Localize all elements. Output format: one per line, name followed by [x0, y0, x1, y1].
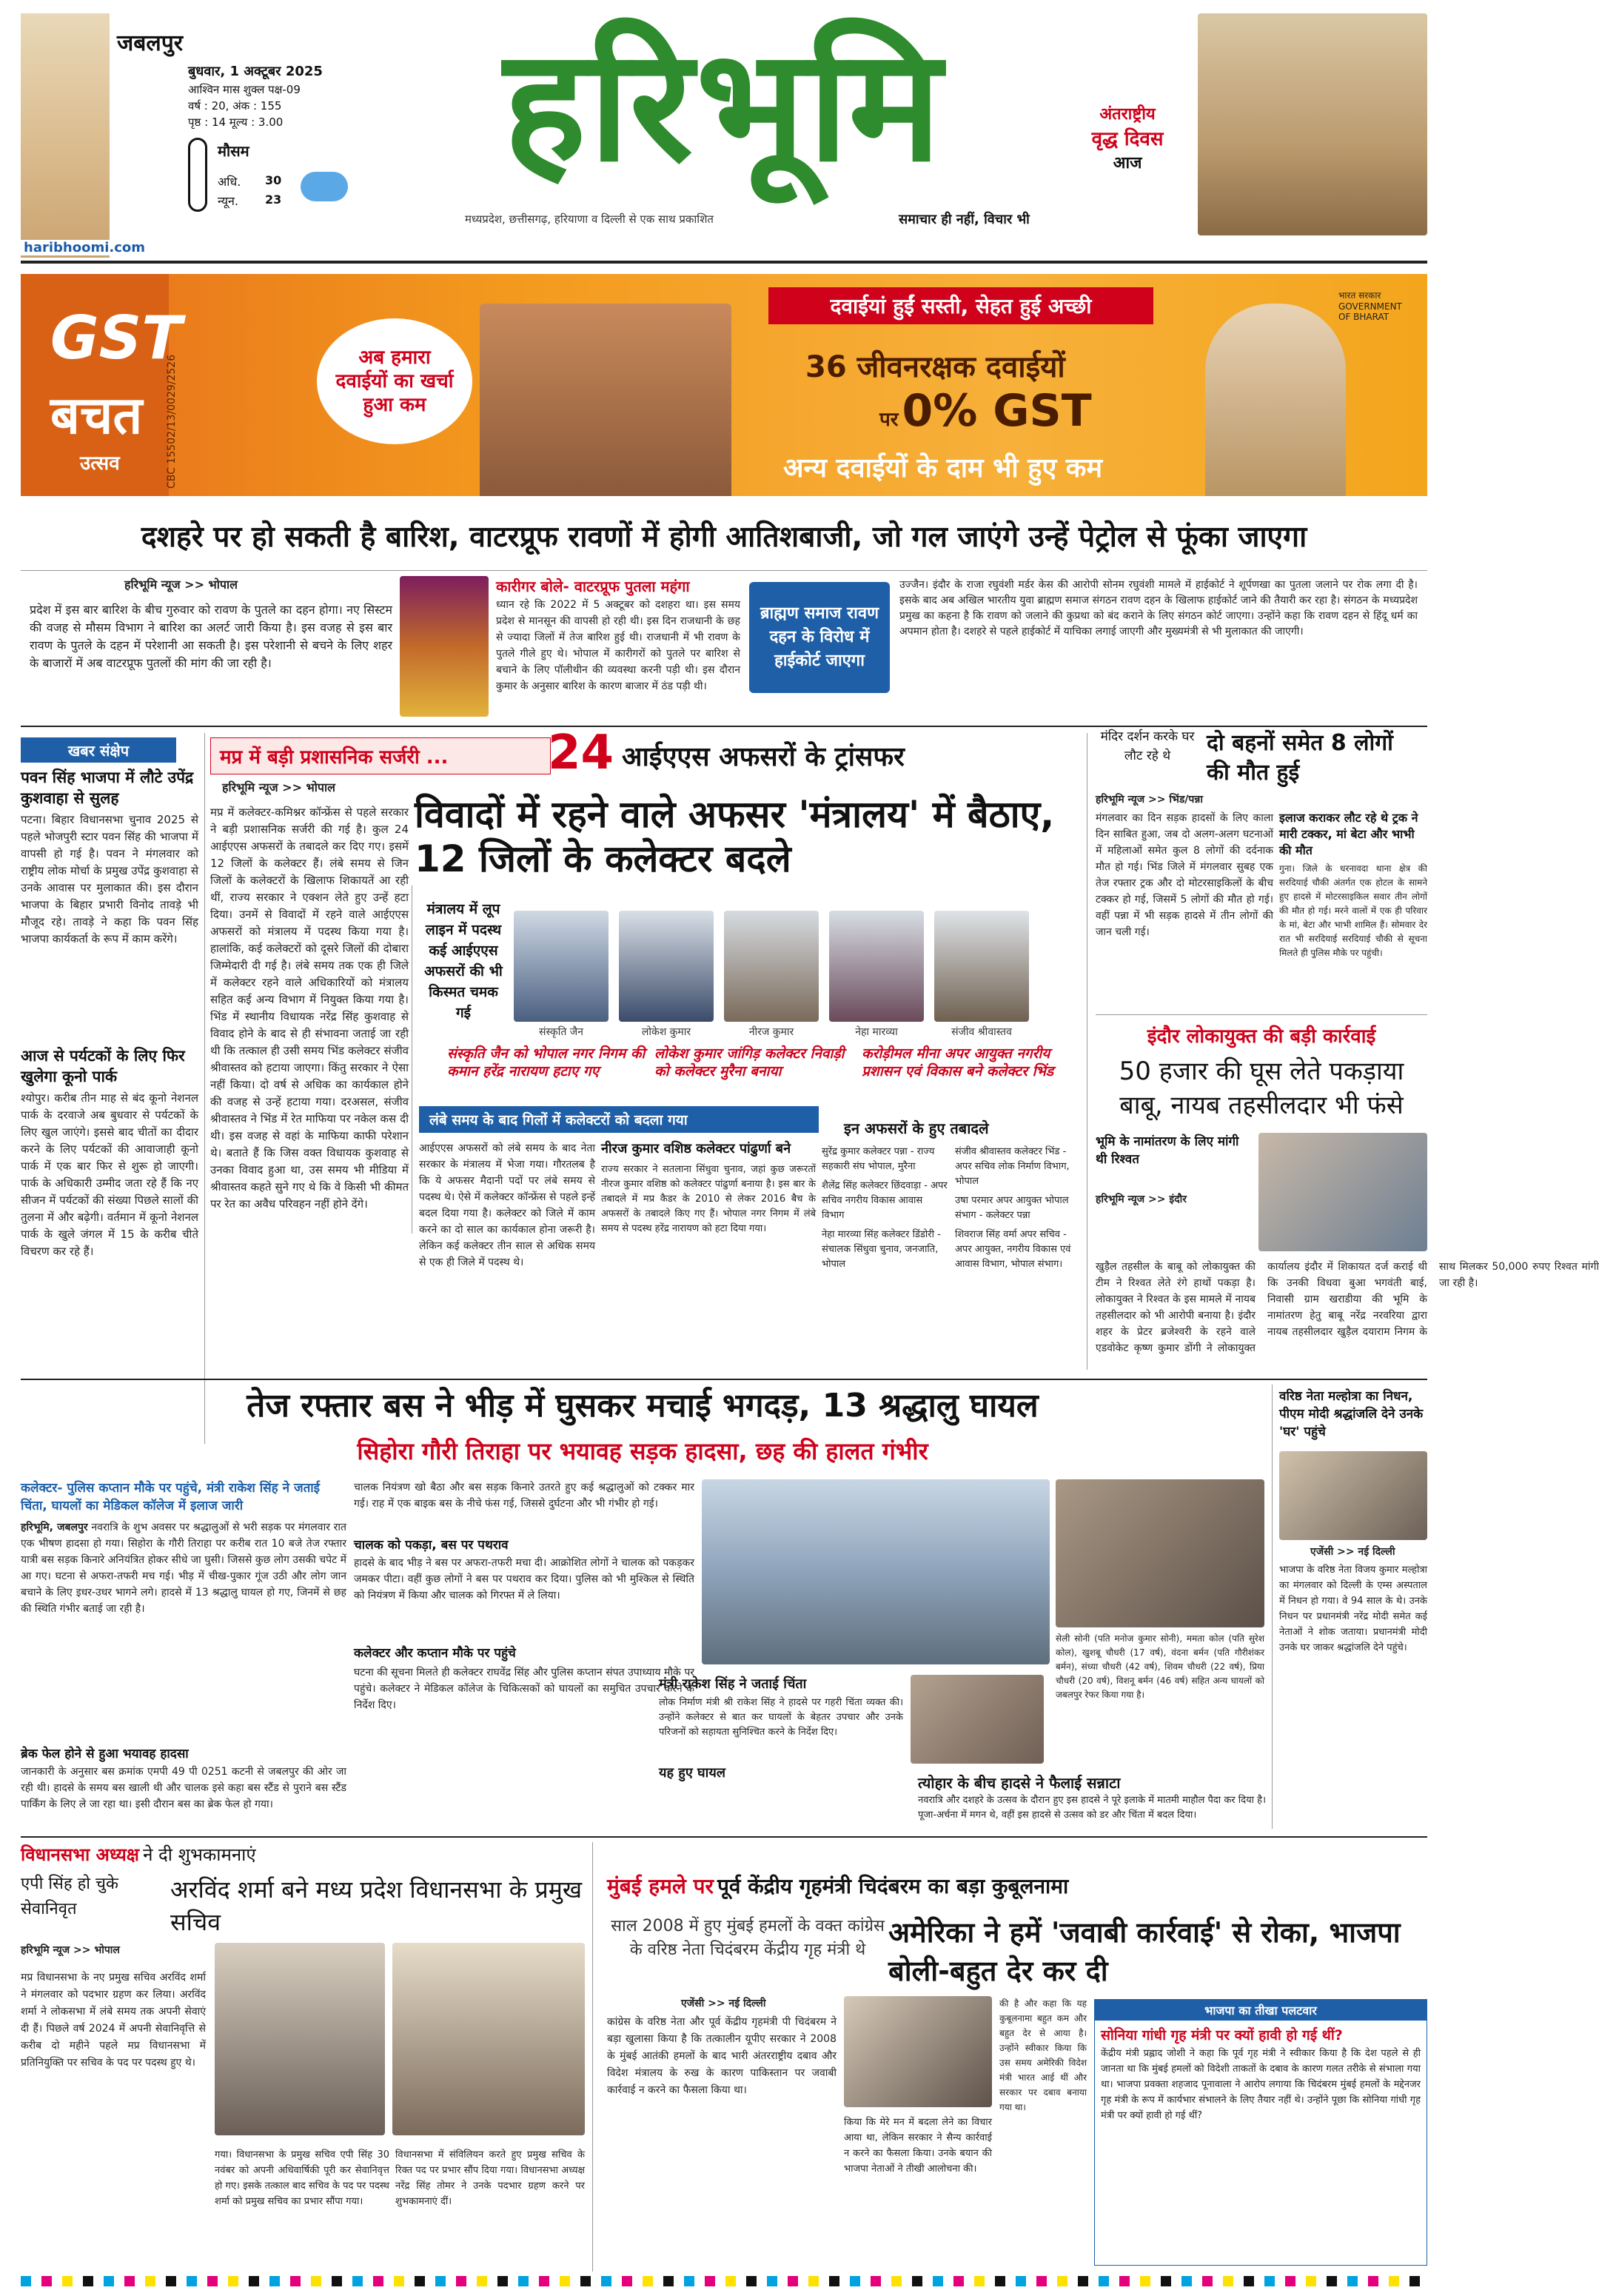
- gst-advertisement[interactable]: [21, 274, 1427, 496]
- column-rule: [1272, 1385, 1273, 1829]
- brief-2-text: श्योपुर। करीब तीन माह से बंद कूनो नेशनल पार्क के दरवाजे अब बुधवार से पर्यटकों के लिए खुल जाएंगे। इससे बाद चीतों का दीदार करने के लिए पर्यटकों की आवाजाही कूनो पार्क में एक बार फिर से शुरू हो जाएगी। पार्क के अधिकारी उम्मीद जता रहे हैं कि नए सीजन में पर्यटकों की संख्या पिछले सालों की तुलना में और बढ़ेगी। वर्तमान में कूनो नेशनल पार्क के खुले जंगल में 15 के करीब चीते विचरण कर रहे हैं।: [21, 1091, 198, 1258]
- bus-text8: नवरात्रि और दशहरे के उत्सव के दौरान हुए इस हादसे ने पूरे इलाके में मातमी माहौल पैदा कर दिया है। पूजा-अर्चना में मगन थे, वहीं इस हादसे से उत्सव को डर और चिंता में बदल दिया।: [918, 1795, 1266, 1821]
- transfer-list-b-item: संजीव श्रीवास्तव कलेक्टर भिंड - अपर सचिव लोक निर्माण विभाग, भोपाल: [955, 1146, 1070, 1187]
- lead-byline: हरिभूमि न्यूज >> भोपाल: [124, 578, 238, 592]
- arvind-photo-1: [215, 1943, 385, 2135]
- chidambaram-kicker2: पूर्व केंद्रीय गृहमंत्री चिदंबरम का बड़ा कुबूलनामा: [717, 1874, 1069, 1898]
- ias-kicker-box: [210, 737, 551, 774]
- artisan-box-title: कारीगर बोले- वाटरप्रूफ पुतला महंगा: [496, 578, 690, 595]
- masthead-dates: [188, 62, 373, 130]
- ad-code: CBC 15502/13/0029/2526: [166, 354, 178, 489]
- sisters-headline: दो बहनों समेत 8 लोगों की मौत हुई: [1207, 730, 1393, 786]
- pages-price: पृष्ठ : 14 मूल्य : 3.00: [188, 116, 284, 129]
- brahmin-box-text: ब्राह्मण समाज रावण दहन के विरोध में हाईकोर्ट जाएगा: [760, 604, 879, 670]
- rule: [21, 1836, 1427, 1838]
- lokayukta-photo: [1258, 1133, 1427, 1251]
- ias-photo-caption-intro: मंत्रालय में लूप लाइन में पदस्थ कई आईएएस अफसरों की भी किस्मत चमक गई: [424, 901, 503, 1021]
- brief-1-text: पटना। बिहार विधानसभा चुनाव 2025 से पहले भोजपुरी स्टार पवन सिंह की भाजपा में वापसी हो गई है। पवन ने मंगलवार को राष्ट्रीय लोक मोर्चा के प्रमुख उपेंद्र कुशवाहा से उनके आवास पर मुलाकात की। इस दौरान भाजपा के बिहार प्रभारी विनोद तावड़े भी मौजूद रहे। तावड़े ने कहा कि पवन सिंह भाजपा कार्यकर्ता के रूप में काम करेंगे।: [21, 813, 198, 945]
- ias-kicker2: आईएएस अफसरों के ट्रांसफर: [622, 742, 905, 772]
- bus-sh5: यह हुए घायल: [659, 1765, 725, 1781]
- ias-kicker: मप्र में बड़ी प्रशासनिक सर्जरी ...: [220, 746, 449, 769]
- gst-bachat: बचत: [50, 385, 143, 446]
- transfer-list-a: [822, 1145, 948, 1272]
- website[interactable]: haribhoomi.com: [21, 240, 148, 255]
- ad-bubble: [317, 318, 472, 444]
- ad-mid-line2-b: 0% GST: [902, 385, 1092, 437]
- elderly-men-photo: [1198, 13, 1427, 235]
- rule: [21, 726, 1427, 727]
- artisan-box: [496, 576, 740, 717]
- bus-sh3: कलेक्टर और कप्तान मौके पर पहुंचे: [354, 1646, 516, 1661]
- rule: [1096, 1014, 1427, 1015]
- chidambaram-text: कांग्रेस के वरिष्ठ नेता और पूर्व केंद्रीय गृहमंत्री पी चिदंबरम ने बड़ा खुलासा किया है कि तत्कालीन यूपीए सरकार ने 2008 के मुंबई आतंकी हमलों के बाद भारी अंतरराष्ट्रीय दबाव और विदेश मंत्रालय के रुख के कारण पाकिस्तान पर जवाबी कार्रवाई न करने का फैसला किया था।: [607, 2016, 837, 2096]
- chidambaram-byline: एजेंसी >> नई दिल्ली: [681, 1998, 766, 2009]
- lokayukta-headline: 50 हजार की घूस लेते पकड़ाया बाबू, नायब तहसीलदार भी फंसे: [1119, 1057, 1404, 1120]
- min-temp: 23: [265, 193, 282, 207]
- transfer-list-b-item: शिवराज सिंह वर्मा अपर सचिव - अपर आयुक्त, नगरीय विकास एवं आवास विभाग, भोपाल संभाग।: [955, 1229, 1071, 1270]
- sisters-box-title: इलाज कराकर लौट रहे थे ट्रक ने मारी टक्कर, मां बेटा और भाभी की मौत: [1279, 811, 1418, 857]
- lokayukta-text: खुड़ैल तहसील के बाबू को लोकायुक्त की टीम ने रिश्वत लेते रंगे हाथों पकड़ा है। लोकायुक्त ने रिश्वत के इस मामले में नायब तहसीलदार को भी आरोपी बनाया है। इंदौर शहर के प्रेटर ब्रजेश्वरी के रहने वाले एडवोकेट कृष्ण कुमार डोंगी ने लोकायुक्त कार्यालय इंदौर में शिकायत दर्ज कराई थी कि उनकी विधवा बुआ भगवंती बाई, निवासी ग्राम खराडीया की भूमि के नामांतरण हेतु बाबू नरेंद्र नरवरिया द्वारा नायब तहसीलदार खुड़ैल दयाराम निगम के साथ मिलकर 50,000 रुपए रिश्वत मांगी जा रही है।: [1096, 1261, 1599, 1354]
- injured-photo-1: [1056, 1479, 1264, 1627]
- bus-sh4: मंत्री राकेश सिंह ने जताई चिंता: [659, 1676, 807, 1692]
- min-temp-label: न्यून.: [218, 194, 238, 208]
- issue-number: वर्ष : 20, अंक : 155: [188, 99, 282, 113]
- elderly-day-line3: आज: [1113, 154, 1142, 173]
- arvind-kicker2: ने दी शुभकामनाएं: [143, 1844, 256, 1865]
- sisters-box: [1279, 810, 1427, 1003]
- bjp-box-head: भाजपा का तीखा पलटवार: [1095, 2000, 1427, 2021]
- bus-sh1: ब्रेक फेल होने से हुआ भयावह हादसा: [21, 1747, 189, 1761]
- officer-photo-1: [514, 911, 609, 1022]
- sisters-byline: हरिभूमि न्यूज >> भिंड/पन्ना: [1096, 794, 1203, 806]
- bus-photo: [702, 1479, 1050, 1664]
- ad-mid-line2: [879, 385, 1092, 437]
- govt-logo: [1338, 289, 1420, 322]
- bus-text5: घटना की सूचना मिलते ही कलेक्टर राघवेंद्र सिंह और पुलिस कप्तान संपत उपाध्याय मौके पर पहुंचे। कलेक्टर ने मेडिकल कॉलेज के चिकित्सकों को घायलों का समुचित उपचार करने के निर्देश दिए।: [354, 1667, 694, 1711]
- pm-photo: [1205, 304, 1346, 496]
- max-temp-label: अधि.: [218, 175, 241, 189]
- transfer-list-a-item: सुरेंद्र कुमार कलेक्टर पन्ना - राज्य सहकारी संघ भोपाल, मुरैना: [822, 1146, 935, 1172]
- ias-text2: आईएएस अफसरों को लंबे समय के बाद नेता सरकार के मंत्रालय में भेजा गया। गौरतलब है कि ये अफसर मैदानी पदों पर लंबे समय से पदस्थ थे। ऐसे में कलेक्टर कॉन्फ्रेंस से पहले इन्हें बदल दिया गया है। कलेक्टर को जिले में काम करने का दो साल का कार्यकाल होना जरूरी है। लेकिन कई कलेक्टर तीन साल से अधिक समय से एक ही जिले में पदस्थ थे।: [419, 1142, 595, 1268]
- lokayukta-sub: भूमि के नामांतरण के लिए मांगी थी रिश्वत: [1096, 1134, 1239, 1167]
- govt-line3: OF BHARAT: [1338, 312, 1390, 322]
- transfer-list-b-item: उषा परमार अपर आयुक्त भोपाल संभाग - कलेक्टर पन्ना: [955, 1195, 1069, 1221]
- bus-sh2: चालक को पकड़ा, बस पर पथराव: [354, 1538, 509, 1553]
- date: बुधवार, 1 अक्टूबर 2025: [188, 64, 323, 79]
- officer-name-1: संस्कृति जैन: [539, 1026, 583, 1038]
- tagline-left: मध्यप्रदेश, छत्तीसगढ़, हरियाणा व दिल्ली से एक साथ प्रकाशित: [465, 212, 714, 226]
- officer-photo-3: [724, 911, 819, 1022]
- cloud-icon: [301, 172, 348, 201]
- ias-bar-text: लंबे समय के बाद गिलों में कलेक्टरों को बदला गया: [429, 1112, 688, 1128]
- transfer-highlight-2: लोकेश कुमार जांगिड़ कलेक्टर निवाड़ी को कलेक्टर मुरैना बनाया: [654, 1045, 845, 1080]
- lokayukta-kicker: इंदौर लोकायुक्त की बड़ी कार्रवाई: [1147, 1025, 1376, 1048]
- bus-sh6: त्योहार के बीच हादसे ने फैलाई सन्नाटा: [918, 1774, 1121, 1792]
- brief-1-title: पवन सिंह भाजपा में लौटे उपेंद्र कुशवाहा से सुलह: [21, 769, 194, 807]
- bjp-box-text: केंद्रीय मंत्री प्रह्लाद जोशी ने कहा कि पूर्व गृह मंत्री ने स्वीकार किया है कि देश पहले से ही जानता था कि मुंबई हमलों को विदेशी ताकतों के दबाव के कारण गलत तरीके से संभाला गया था। भाजपा प्रवक्ता शहजाद पूनावाला ने आरोप लगाया कि चिदंबरम मुंबई हमलों के मद्देनजर गृह मंत्री के रूप में कार्यभार संभालने के लिए तैयार नहीं थे। उन्होंने पूछा कि सोनिया गांधी गृह मंत्री पर क्यों हावी हो गई थीं?: [1101, 2048, 1421, 2121]
- ias-headline: विवादों में रहने वाले अफसर 'मंत्रालय' में बैठाए, 12 जिलों के कलेक्टर बदले: [415, 793, 1055, 880]
- officer-photo-2: [619, 911, 714, 1022]
- arvind-side: एपी सिंह हो चुके सेवानिवृत: [21, 1875, 118, 1918]
- newspaper-logo: हरिभूमि: [503, 15, 945, 196]
- bus-text2: जानकारी के अनुसार बस क्रमांक एमपी 49 पी 0251 कटनी से जबलपुर की ओर जा रही थी। हादसे के समय बस खाली थी और चालक इसे कहा बस स्टैंड से पुराने बस स्टैंड पार्किंग के लिए ले जा रहा था। इसी दौरान बस का ब्रेक फेल हो गया।: [21, 1766, 346, 1810]
- malhotra-headline: वरिष्ठ नेता मल्होत्रा का निधन, पीएम मोदी श्रद्धांजलि देने उनके 'घर' पहुंचे: [1279, 1389, 1424, 1439]
- malhotra-text: भाजपा के वरिष्ठ नेता विजय कुमार मल्होत्रा का मंगलवार को दिल्ली के एम्स अस्पताल में निधन हो गया। वे 94 साल के थे। उनके निधन पर प्रधानमंत्री नरेंद्र मोदी समेत कई नेताओं ने शोक जताया। प्रधानमंत्री मोदी उनके घर जाकर श्रद्धांजलि देने पहुंचे।: [1279, 1564, 1427, 1653]
- max-temp: 30: [265, 173, 282, 187]
- transfer-list-head: इन अफसरों के हुए तबादले: [844, 1119, 989, 1137]
- thermometer-icon: [188, 138, 207, 212]
- arvind-byline: हरिभूमि न्यूज >> भोपाल: [21, 1944, 120, 1956]
- ias-byline: हरिभूमि न्यूज >> भोपाल: [222, 780, 336, 794]
- weather-box: [188, 138, 358, 219]
- lead-headline: दशहरे पर हो सकती है बारिश, वाटरप्रूफ रावणों में होगी आतिशबाजी, जो गल जाएंगे उन्हें पेट्रोल से फूंका जाएगा: [141, 521, 1307, 554]
- arvind-text3: विधानसभा में संविलियन करते हुए प्रमुख सचिव के रिक्त पद पर प्रभार सौंप दिया गया। विधानसभा अध्यक्ष नरेंद्र सिंह तोमर ने उनके पदभार ग्रहण करने पर शुभकामनाएं दीं।: [395, 2149, 585, 2207]
- column-rule: [592, 1842, 593, 2272]
- chidambaram-text2: किया कि मेरे मन में बदला लेने का विचार आया था, लेकिन सरकार ने सैन्य कार्रवाई न करने का फैसला किया। उनके बयान की भाजपा नेताओं ने तीखी आलोचना की।: [844, 2117, 992, 2175]
- malhotra-byline: एजेंसी >> नई दिल्ली: [1310, 1546, 1395, 1558]
- masthead-divider: [21, 261, 1427, 264]
- brahmin-box: [749, 582, 890, 693]
- officer-name-4: नेहा मारव्या: [855, 1026, 898, 1038]
- bus-text4: हादसे के बाद भीड़ ने बस पर अफरा-तफरी मचा दी। आक्रोशित लोगों ने चालक को पकड़कर जमकर पीटा। वहीं कुछ लोगों ने बस पर पथराव कर दिया। पुलिस को भी मुश्किल से स्थिति को नियंत्रण में किया और चालक को गिरफ्त में ले लिया।: [354, 1557, 694, 1601]
- neeraj-text: राज्य सरकार ने सतलाना सिंधुवा चुनाव, जहां कुछ जरूरतों नीरज कुमार वशिष्ठ को कलेक्टर पांढुर्णा बनाया है। इस बार के तबादले में मप्र कैडर के 2010 से लेकर 2016 बैच के अफसरों के तबादले किए गए हैं। भोपाल नगर निगम में लंबे समय से पदस्थ हरेंद्र नारायण को हटा दिया गया।: [601, 1164, 816, 1234]
- bjp-box: [1094, 1999, 1427, 2266]
- masthead: [21, 13, 1427, 258]
- injured-photo-2: [911, 1675, 1044, 1764]
- brahmin-text: उज्जैन। इंदौर के राजा रघुवंशी मर्डर केस की आरोपी सोनम रघुवंशी मामले में हाईकोर्ट ने शूर्पणखा का पुतला जलाने पर रोक लगा दी है। इसके बाद अब अखिल भारतीय युवा ब्राह्मण समाज संगठन रावण दहन के खिलाफ हाईकोर्ट जाने की तैयारी कर रहा है। संगठन के मध्यप्रदेश प्रमुख का कहना है कि रावण को जलाने की कुप्रथा को बंद कराने के लिए संगठन कोर्ट जाएगा। उन्होंने कहा कि रावण दहन से हिंदू धर्म का अपमान होता है। दशहरे से पहले हाईकोर्ट में याचिका लगाई जाएगी और मुख्यमंत्री से भी मुलाकात की जाएगी।: [899, 579, 1418, 637]
- ias-bar: [419, 1106, 819, 1133]
- sisters-kicker: मंदिर दर्शन करके घर लौट रहे थे: [1100, 729, 1195, 763]
- brief-2-title: आज से पर्यटकों के लिए फिर खुलेगा कूनो पार्क: [21, 1047, 185, 1085]
- chidambaram-text3: की है और कहा कि यह कुबूलनामा बहुत कम और बहुत देर से आया है। उन्होंने स्वीकार किया कि उस समय अमेरिकी विदेश मंत्री भारत आई थीं और सरकार पर दबाव बनाया गया था।: [999, 1998, 1087, 2112]
- chidambaram-photo: [844, 1996, 992, 2107]
- ias-text: मप्र में कलेक्टर-कमिश्नर कॉन्फ्रेंस से पहले सरकार ने बड़ी प्रशासनिक सर्जरी की गई है। कुल 24 आईएएस अफसरों के तबादले कर दिए गए। इसमें 12 जिलों के कलेक्टर हैं। लंबे समय से जिन जिलों के कलेक्टरों के खिलाफ शिकायतें आ रही थीं, राज्य सरकार ने एक्शन लेते हुए उन्हें हटा दिया। उनमें से विवादों में रहने वाले आईएएस अफसरों को मंत्रालय में पदस्थ किया गया है। हालांकि, कई कलेक्टरों को दूसरे जिलों की दोबारा जिम्मेदारी दी गई है। लंबे समय तक एक ही जिले में कलेक्टर रहने वाले अधिकारियों को मंत्रालय सहित कई अन्य विभाग में नियुक्त किया गया है। भिंड में स्थानीय विधायक नरेंद्र सिंह कुशवाह से विवाद होने के बाद से ही संभावना जताई जा रही थी कि तत्काल ही उसी समय भिंड कलेक्टर संजीव श्रीवास्तव को हटाया जाएगा। किंतु सरकार ने ऐसा नहीं किया। दो वर्ष से अधिक का कार्यकाल होने की वजह से उन्हें हटाया गया। दरअसल, संजीव श्रीवास्तव ने भिंड में रेत माफिया पर नकेल कस दी थी। इस वजह से वहां के माफिया काफी परेशान थे। बताते हैं कि जिस वक्त विधायक कुशवाह से उनका विवाद हुआ था, उस समय भी मीडिया में श्रीवास्तव कहते सुने गए थे कि वे किसी भी कीमत पर रेत का अवैध परिवहन नहीं होने देंगे।: [210, 806, 409, 1211]
- ad-bubble-text: अब हमारा दवाईयों का खर्चा हुआ कम: [335, 347, 454, 416]
- chidambaram-headline: अमेरिका ने हमें 'जवाबी कार्रवाई' से रोका, भाजपा बोली-बहुत देर कर दी: [888, 1916, 1401, 1987]
- ravan-effigy-photo: [400, 576, 489, 717]
- ad-mid-line2-a: पर: [879, 409, 899, 431]
- bus-sub: सिहोरा गौरी तिराहा पर भयावह सड़क हादसा, छह की हालत गंभीर: [357, 1437, 928, 1465]
- chidambaram-kicker-row: [607, 1872, 1429, 1900]
- arvind-text: मप्र विधानसभा के नए प्रमुख सचिव अरविंद शर्मा ने मंगलवार को पदभार ग्रहण कर लिया। अरविंद शर्मा ने लोकसभा में लंबे समय तक अपनी सेवाएं दी हैं। पिछले वर्ष 2024 में अपनी सेवानिवृत्ति से करीब दो महीने पहले मप्र विधानसभा में प्रतिनियुक्ति पर सचिव के पद पर पदस्थ हुए थे।: [21, 1972, 206, 2069]
- couple-photo: [480, 304, 731, 496]
- transfer-highlight-1: संस्कृति जैन को भोपाल नगर निगम की कमान हरेंद्र नारायण हटाए गए: [447, 1045, 646, 1080]
- lead-text: प्रदेश में इस बार बारिश के बीच गुरुवार को रावण के पुतले का दहन होगा। नए सिस्टम की वजह से मौसम विभाग ने बारिश का अलर्ट जारी किया है। इस वजह से इस बार रावण के पुतले के दहन में परेशानी आ सकती है। इस परेशानी से बचने के लिए शहर के बाजारों में अब वाटरप्रूफ पुतलों की मांग की जा रही है।: [30, 603, 392, 670]
- ad-mid-line1: 36 जीवनरक्षक दवाईयों: [805, 350, 1065, 384]
- sisters-box-text: गुना। जिले के धरनावदा थाना क्षेत्र की सरदियाई चौकी अंतर्गत एक होटल के सामने हुए हादसे में मोटरसाइकिल सवार तीन लोगों की मौत हो गई। मरने वालों में एक ही परिवार के मां, बेटा और भाभी शामिल हैं। सोमवार देर रात भी सरदियाई सरदियाई चौकी से सूचना मिलते ही पुलिस मौके पर पहुंची।: [1279, 863, 1427, 958]
- neeraj-box: [601, 1140, 816, 1362]
- column-rule: [204, 733, 205, 1444]
- rule: [21, 570, 1427, 571]
- arvind-kicker: विधानसभा अध्यक्ष: [21, 1844, 140, 1865]
- arvind-kicker-row: [21, 1842, 598, 1867]
- bus-text7: सेली सोनी (पति मनोज कुमार सोनी), ममता कोल (पति सुरेश कोल), खुशबू चौधरी (17 वर्ष), वंदना बर्मन (पति गौरीशंकर बर्मन), संध्या चौधरी (42 वर्ष), शिवम चौधरी (22 वर्ष), प्रिया चौधरी (20 वर्ष), विशनू बर्मन (46 वर्ष) सहित अन्य घायलों को जबलपुर रेफर किया गया है।: [1056, 1633, 1264, 1700]
- officer-photo-5: [934, 911, 1029, 1022]
- tithi: आश्विन मास शुक्ल पक्ष-09: [188, 83, 301, 96]
- registration-marks: [21, 2276, 1427, 2286]
- sisters-text: मंगलवार का दिन सड़क हादसों के लिए काला दिन साबित हुआ, जब दो अलग-अलग घटनाओं में महिलाओं समेत कुल 8 लोगों की दर्दनाक मौत हो गई। भिंड जिले में मंगलवार सुबह एक तेज रफ्तार ट्रक और दो मोटरसाइकिलों के बीच टक्कर हो गई, जिसमें 5 लोगों की मौत हो गई। वहीं पन्ना में भी सड़क हादसे में तीन लोगों की जान चली गई।: [1096, 812, 1273, 938]
- bus-byline: हरिभूमि, जबलपुर: [21, 1522, 88, 1533]
- ias-count: 24: [548, 726, 614, 780]
- ad-bottom-line: अन्य दवाईयों के दाम भी हुए कम: [783, 453, 1102, 483]
- brief-header-text: खबर संक्षेप: [67, 741, 130, 760]
- gst-title: GST: [50, 304, 182, 372]
- lokayukta-byline: हरिभूमि न्यूज >> इंदौर: [1096, 1194, 1187, 1205]
- officer-name-2: लोकेश कुमार: [641, 1026, 691, 1038]
- officer-name-5: संजीव श्रीवास्तव: [951, 1026, 1012, 1038]
- officer-photo-4: [829, 911, 924, 1022]
- transfer-list-b: [955, 1145, 1081, 1272]
- arvind-headline: अरविंद शर्मा बने मध्य प्रदेश विधानसभा के प्रमुख सचिव: [170, 1875, 583, 1936]
- bjp-box-title: सोनिया गांधी गृह मंत्री पर क्यों हावी हो गई थीं?: [1101, 2027, 1343, 2044]
- transfer-list-a-item: नेहा मारव्या सिंह कलेक्टर डिंडोरी - संचालक सिंधुवा चुनाव, जनजाति, भोपाल: [822, 1229, 941, 1270]
- neeraj-headline: नीरज कुमार वशिष्ठ कलेक्टर पांढुर्णा बने: [601, 1141, 791, 1157]
- malhotra-photo: [1279, 1451, 1427, 1540]
- rule: [21, 1379, 1427, 1380]
- bus-text1: नवरात्रि के शुभ अवसर पर श्रद्धालुओं से भरी सड़क पर मंगलवार रात एक भीषण हादसा हो गया। सिहोरा के गौरी तिराहा पर करीब रात 10 बजे तेज रफ्तार यात्री बस सड़क किनारे अनियंत्रित होकर सीधे जा घुसी। जिससे कुछ लोग उसकी चपेट में आ गए। घटना से अफरा-तफरी मच गई। भीड़ में चीख-पुकार गूंज उठी और लोग जान बचाने के लिए इधर-उधर भागने लगे। हादसे में 13 श्रद्धालु घायल हो गए, जिनमें से छह की स्थिति गंभीर बताई जा रही है।: [21, 1522, 347, 1615]
- arvind-photo-2: [392, 1943, 585, 2135]
- brief-header: [21, 737, 176, 763]
- masthead-info: [21, 13, 184, 258]
- bus-text6: लोक निर्माण मंत्री श्री राकेश सिंह ने हादसे पर गहरी चिंता व्यक्त की। उन्होंने कलेक्टर से बात कर घायलों के बेहतर उपचार और उनके परिजनों को सहायता सुनिश्चित करने के निर्देश दिए।: [659, 1697, 903, 1738]
- bus-lead: कलेक्टर- पुलिस कप्तान मौके पर पहुंचे, मंत्री राकेश सिंह ने जताई चिंता, घायलों का मेडिकल कॉलेज में इलाज जारी: [21, 1481, 321, 1513]
- transfer-list-a-item: शैलेंद्र सिंह कलेक्टर छिंदवाड़ा - अपर सचिव नगरीय विकास आवास विभाग: [822, 1180, 948, 1221]
- elderly-day-line2: वृद्ध दिवस: [1091, 128, 1164, 150]
- elderly-day-line1: अंतराष्ट्रीय: [1099, 105, 1156, 124]
- govt-line2: GOVERNMENT: [1338, 301, 1402, 312]
- tagline-right: समाचार ही नहीं, विचार भी: [899, 212, 1030, 227]
- bus-text3: चालक नियंत्रण खो बैठा और बस सड़क किनारे उतरते हुए कई श्रद्धालुओं को टक्कर मार गई। राह में एक बाइक बस के नीचे फंस गई, जिससे दुर्घटना और भी गंभीर हो गई।: [354, 1482, 694, 1510]
- artisan-box-text: ध्यान रहे कि 2022 में 5 अक्टूबर को दशहरा था। इस समय प्रदेश से मानसून की वापसी हो रही थी। इस दिन राजधानी के छह से ज्यादा जिलों में तेज बारिश हुई थी। राजधानी में भी रावण के पुतले गीले हुए थे। भोपाल में कारीगरों को पुतले पर बारिश से बचाने के लिए पॉलीथीन की व्यवस्था करनी पड़ी थी। इस दौरान कुमार के अनुसार बारिश के कारण बाजार में ठंड पड़ी थी।: [496, 599, 740, 692]
- ad-top-line-box: [768, 287, 1153, 324]
- elderly-day-box: [1065, 102, 1190, 173]
- transfer-highlight-3: करोड़ीमल मीना अपर आयुक्त नगरीय प्रशासन एवं विकास बने कलेक्टर भिंड: [862, 1045, 1054, 1080]
- govt-line1: भारत सरकार: [1338, 290, 1381, 301]
- edition-city: जबलपुर: [117, 30, 184, 56]
- old-couple-photo: [21, 13, 110, 258]
- weather-label: मौसम: [218, 142, 249, 160]
- gst-utsav: उत्सव: [80, 452, 120, 475]
- chidambaram-quote: साल 2008 में हुए मुंबई हमलों के वक्त कांग्रेस के वरिष्ठ नेता चिदंबरम केंद्रीय गृह मंत्री थे: [611, 1917, 885, 1959]
- bus-headline: तेज रफ्तार बस ने भीड़ में घुसकर मचाई भगदड़, 13 श्रद्धालु घायल: [247, 1387, 1039, 1425]
- chidambaram-kicker: मुंबई हमले पर: [607, 1874, 714, 1898]
- officer-name-3: नीरज कुमार: [748, 1026, 794, 1038]
- ad-top-line: दवाईयां हुईं सस्ती, सेहत हुई अच्छी: [830, 294, 1092, 318]
- arvind-text2: गया। विधानसभा के प्रमुख सचिव एपी सिंह 30 नवंबर को अपनी अधिवार्षिकी पूरी कर सेवानिवृत्त हो गए। इसके तत्काल बाद सचिव के पद पर पदस्थ शर्मा को प्रमुख सचिव का प्रभार सौंपा गया।: [215, 2149, 389, 2207]
